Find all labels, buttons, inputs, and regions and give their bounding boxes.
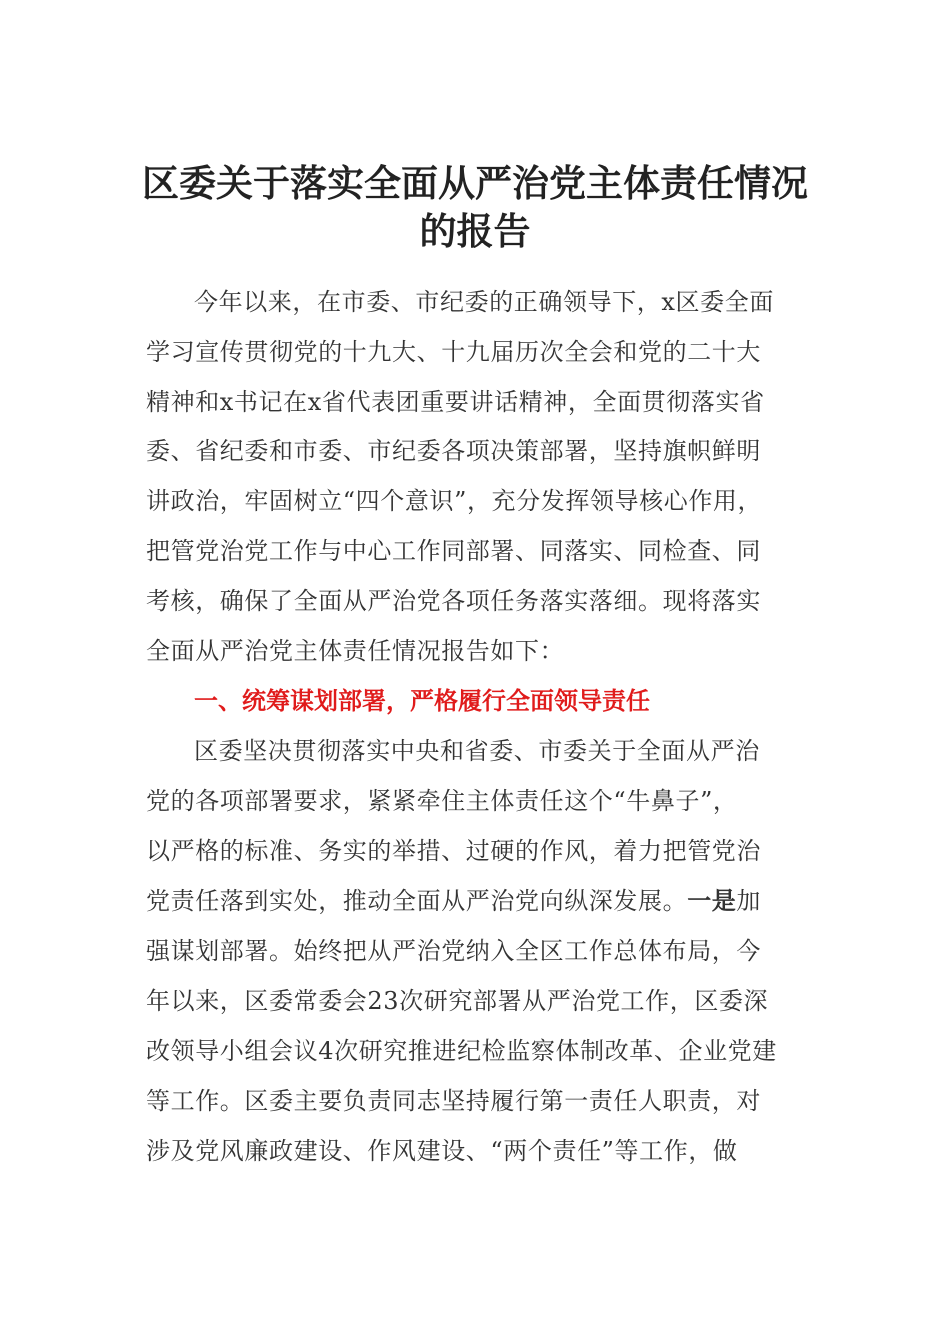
paragraph-2-line-4 [146, 886, 761, 916]
paragraph-2-line-8: 等工作。区委主要负责同志坚持履行第一责任人职责，对 [146, 1087, 761, 1115]
paragraph-2-bold-marker: 一是 [687, 886, 737, 915]
paragraph-2-line-6: 年以来，区委常委会23次研究部署从严治党工作，区委深 [146, 987, 769, 1015]
paragraph-1-line-5: 讲政治，牢固树立“四个意识”，充分发挥领导核心作用， [146, 487, 763, 515]
paragraph-1-line-6: 把管党治党工作与中心工作同部署、同落实、同检查、同 [146, 537, 761, 565]
paragraph-2-line-2: 党的各项部署要求，紧紧牵住主体责任这个“牛鼻子”， [146, 787, 738, 815]
paragraph-2-line-4-tail: 加 [736, 887, 762, 915]
paragraph-2-line-1: 区委坚决贯彻落实中央和省委、市委关于全面从严治 [194, 737, 760, 765]
paragraph-2-line-7: 改领导小组会议4次研究推进纪检监察体制改革、企业党建 [146, 1037, 777, 1065]
section-1-heading: 一、统筹谋划部署，严格履行全面领导责任 [194, 687, 650, 715]
document-title-line-2: 的报告 [419, 209, 531, 253]
paragraph-2-line-9: 涉及党风廉政建设、作风建设、“两个责任”等工作，做 [146, 1137, 738, 1165]
paragraph-1-line-2: 学习宣传贯彻党的十九大、十九届历次全会和党的二十大 [146, 338, 761, 366]
paragraph-2-line-3: 以严格的标准、务实的举措、过硬的作风，着力把管党治 [146, 837, 761, 865]
paragraph-1-line-4: 委、省纪委和市委、市纪委各项决策部署，坚持旗帜鲜明 [146, 437, 761, 465]
paragraph-1-line-1: 今年以来，在市委、市纪委的正确领导下，x区委全面 [194, 288, 774, 316]
paragraph-2-line-5: 强谋划部署。始终把从严治党纳入全区工作总体布局，今 [146, 937, 761, 965]
document-title-line-1: 区委关于落实全面从严治党主体责任情况 [142, 161, 808, 205]
paragraph-1-line-7: 考核，确保了全面从严治党各项任务落实落细。现将落实 [146, 587, 761, 615]
paragraph-1-line-8: 全面从严治党主体责任情况报告如下： [146, 637, 565, 665]
paragraph-2-line-4-text: 党责任落到实处，推动全面从严治党向纵深发展。 [146, 887, 688, 915]
paragraph-1-line-3: 精神和x书记在x省代表团重要讲话精神，全面贯彻落实省 [146, 388, 765, 416]
